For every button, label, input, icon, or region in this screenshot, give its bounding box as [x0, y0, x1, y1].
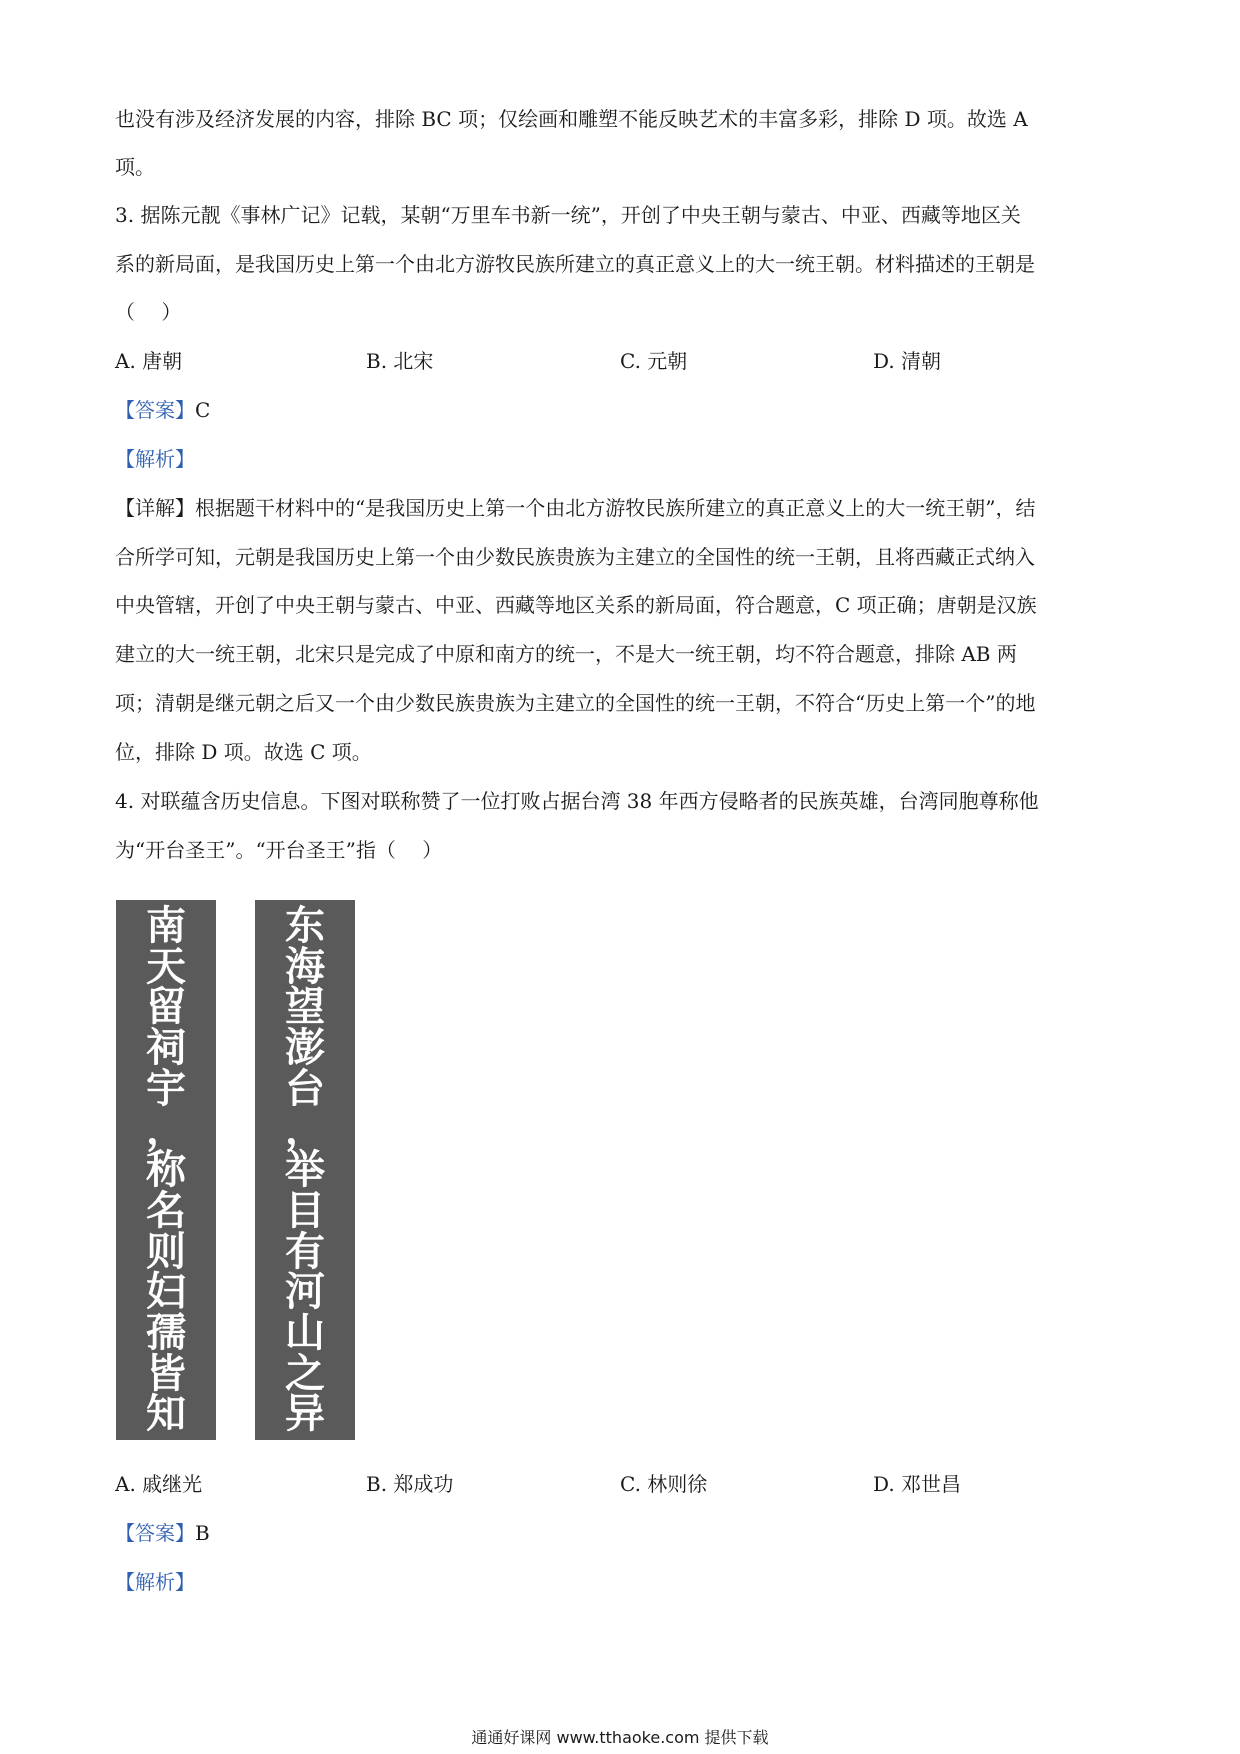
page-footer: 通通好课网 www.tthaoke.com 提供下载 — [471, 1728, 769, 1747]
couplet-char: 台 — [285, 1064, 325, 1112]
couplet-char: 举 — [285, 1146, 325, 1194]
q4-option-a: A. 戚继光 — [115, 1472, 203, 1496]
q4-answer — [115, 1519, 1125, 1547]
q3-detail-line-6: 位，排除 D 项。故选 C 项。 — [115, 740, 372, 764]
answer-tag: 【答案】 — [115, 398, 195, 422]
couplet-char: ， — [285, 1105, 325, 1153]
couplet-char: 宇 — [146, 1064, 186, 1112]
q3-detail-line-4: 建立的大一统王朝，北宋只是完成了中原和南方的统一，不是大一统王朝，均不符合题意，排除 AB 两 — [115, 642, 1017, 666]
q3-analysis-tag: 【解析】 — [115, 447, 195, 471]
q3-detail-line-5: 项；清朝是继元朝之后又一个由少数民族贵族为主建立的全国性的统一王朝，不符合“历史上第一个”的地 — [115, 691, 1036, 715]
couplet-char: 称 — [146, 1146, 186, 1194]
q4-analysis-tag: 【解析】 — [115, 1570, 195, 1594]
couplet-char: 皆 — [146, 1349, 186, 1397]
q4-option-c: C. 林则徐 — [620, 1472, 708, 1496]
couplet-char: 望 — [285, 983, 325, 1031]
couplet-char: 则 — [146, 1227, 186, 1275]
q3-detail-line-1 — [115, 494, 1125, 522]
couplet-char: 孺 — [146, 1309, 186, 1357]
couplet-char: 有 — [285, 1227, 325, 1275]
couplet-char: 留 — [146, 983, 186, 1031]
q3-option-b: B. 北宋 — [366, 349, 434, 373]
q3-stem-line-3: （ ） — [115, 300, 182, 324]
q3-stem-line-1: 3. 据陈元靓《事林广记》记载，某朝“万里车书新一统”，开创了中央王朝与蒙古、中亚、西藏等地区关 — [115, 203, 1021, 227]
answer-value: B — [195, 1521, 210, 1545]
q3-option-d: D. 清朝 — [873, 349, 942, 373]
couplet-char: 异 — [285, 1390, 325, 1438]
couplet-char: 祠 — [146, 1024, 186, 1072]
couplet-char: ， — [146, 1105, 186, 1153]
q4-option-d: D. 邓世昌 — [873, 1472, 962, 1496]
couplet-char: 河 — [285, 1268, 325, 1316]
q2-explanation-line-1: 也没有涉及经济发展的内容，排除 BC 项；仅绘画和雕塑不能反映艺术的丰富多彩，排除 D 项。故选 A — [115, 107, 1028, 131]
couplet-char: 东 — [285, 902, 325, 949]
q3-answer — [115, 396, 1125, 424]
q4-stem-line-2: 为“开台圣王”。“开台圣王”指（ ） — [115, 838, 443, 862]
couplet-right-text — [255, 902, 355, 1438]
q3-option-c: C. 元朝 — [620, 349, 688, 373]
couplet-char: 知 — [146, 1390, 186, 1438]
couplet-char: 南 — [146, 902, 186, 949]
couplet-char: 海 — [285, 942, 325, 990]
couplet-char: 目 — [285, 1186, 325, 1234]
detail-text: 根据题干材料中的“是我国历史上第一个由北方游牧民族所建立的真正意义上的大一统王朝”，结 — [195, 496, 1036, 520]
q3-detail-line-2: 合所学可知，元朝是我国历史上第一个由少数民族贵族为主建立的全国性的统一王朝，且将西藏正式纳入 — [115, 545, 1035, 569]
couplet-right-scroll — [255, 900, 355, 1440]
couplet-left-text — [116, 902, 216, 1438]
answer-tag: 【答案】 — [115, 1521, 195, 1545]
q3-detail-line-3: 中央管辖，开创了中央王朝与蒙古、中亚、西藏等地区关系的新局面，符合题意，C 项正确；唐朝是汉族 — [115, 593, 1037, 617]
q3-option-a: A. 唐朝 — [115, 349, 183, 373]
q4-stem-line-1: 4. 对联蕴含历史信息。下图对联称赞了一位打败占据台湾 38 年西方侵略者的民族英雄，台湾同胞尊称他 — [115, 789, 1039, 813]
q2-explanation-line-2: 项。 — [115, 155, 155, 179]
q3-stem-line-2: 系的新局面，是我国历史上第一个由北方游牧民族所建立的真正意义上的大一统王朝。材料描述的王朝是 — [115, 252, 1035, 276]
couplet-char: 妇 — [146, 1268, 186, 1316]
q4-option-b: B. 郑成功 — [366, 1472, 454, 1496]
couplet-char: 之 — [285, 1349, 325, 1397]
couplet-char: 澎 — [285, 1024, 325, 1072]
couplet-char: 天 — [146, 942, 186, 990]
couplet-char: 山 — [285, 1309, 325, 1357]
couplet-char: 名 — [146, 1186, 186, 1234]
detail-tag: 【详解】 — [115, 496, 195, 520]
answer-value: C — [195, 398, 211, 422]
couplet-left-scroll — [116, 900, 216, 1440]
